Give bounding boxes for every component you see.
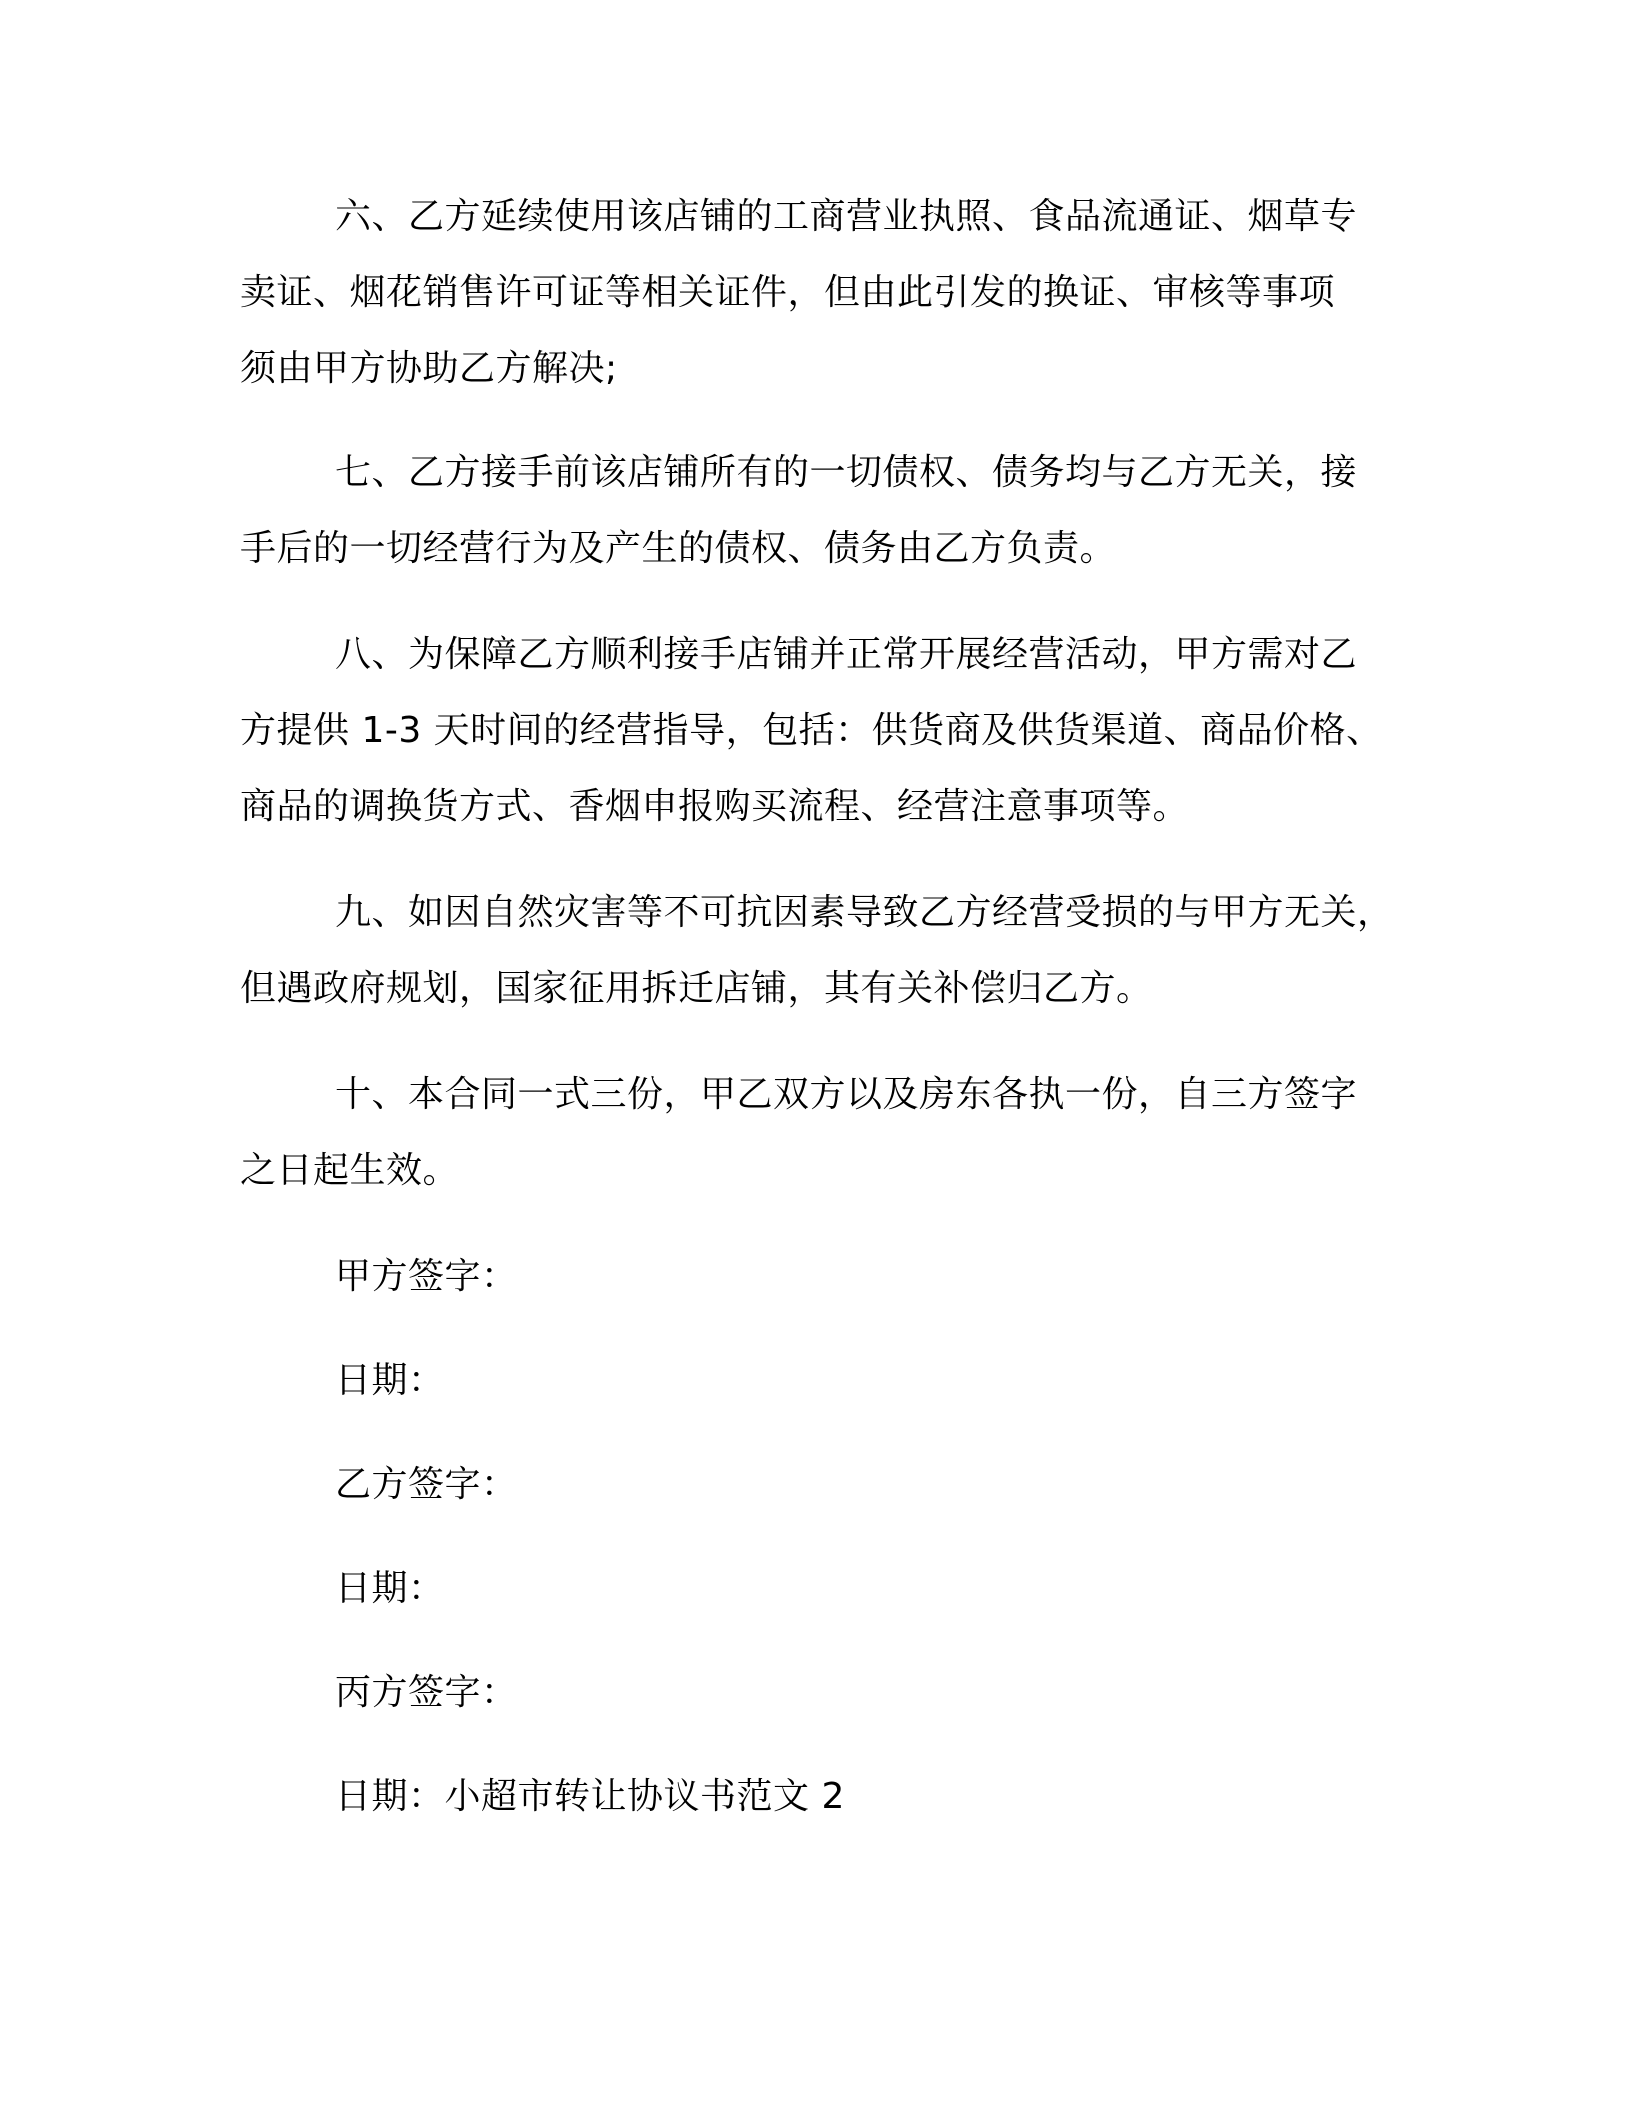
clause-6-line-3: 须由甲方协助乙方解决; xyxy=(240,348,618,389)
party-b-date-label: 日期： xyxy=(335,1568,445,1609)
clause-6-line-1: 六、乙方延续使用该店铺的工商营业执照、食品流通证、烟草专 xyxy=(335,196,1358,237)
clause-6-line-2: 卖证、烟花销售许可证等相关证件，但由此引发的换证、审核等事项 xyxy=(240,272,1336,313)
clause-8-line-2: 方提供 1-3 天时间的经营指导，包括：供货商及供货渠道、商品价格、 xyxy=(240,710,1383,751)
clause-9-line-1: 九、如因自然灾害等不可抗因素导致乙方经营受损的与甲方无关， xyxy=(335,892,1394,933)
party-a-date-label: 日期： xyxy=(335,1360,445,1401)
party-a-signature-label: 甲方签字： xyxy=(335,1256,518,1297)
clause-10-line-2: 之日起生效。 xyxy=(240,1150,460,1191)
clause-7-line-2: 手后的一切经营行为及产生的债权、债务由乙方负责。 xyxy=(240,528,1117,569)
party-c-date-and-next-title: 日期：小超市转让协议书范文 2 xyxy=(335,1776,845,1817)
party-b-signature-label: 乙方签字： xyxy=(335,1464,518,1505)
clause-9-line-2: 但遇政府规划，国家征用拆迁店铺，其有关补偿归乙方。 xyxy=(240,968,1153,1009)
clause-8-line-3: 商品的调换货方式、香烟申报购买流程、经营注意事项等。 xyxy=(240,786,1190,827)
party-c-signature-label: 丙方签字： xyxy=(335,1672,518,1713)
clause-7-line-1: 七、乙方接手前该店铺所有的一切债权、债务均与乙方无关，接 xyxy=(335,452,1358,493)
clause-8-line-1: 八、为保障乙方顺利接手店铺并正常开展经营活动，甲方需对乙 xyxy=(335,634,1358,675)
clause-10-line-1: 十、本合同一式三份，甲乙双方以及房东各执一份，自三方签字 xyxy=(335,1074,1358,1115)
